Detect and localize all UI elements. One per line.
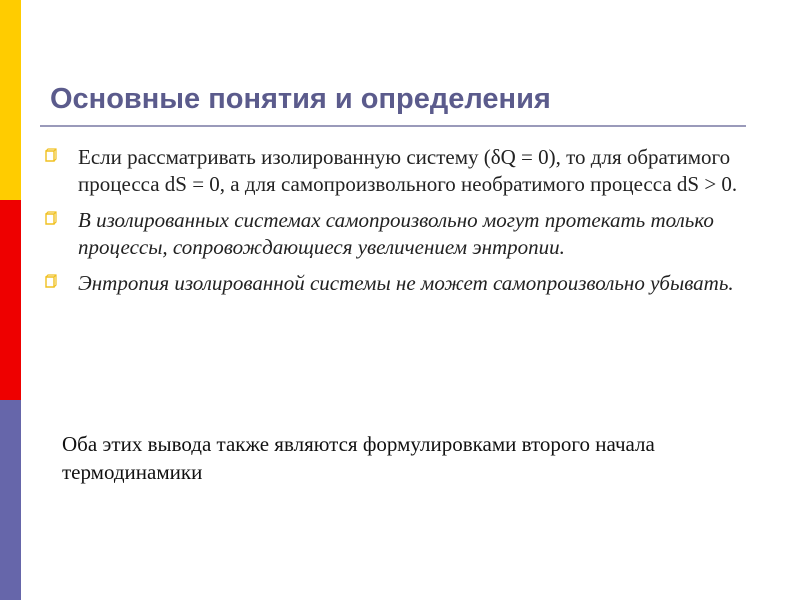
side-color-bar: [0, 0, 21, 600]
title-divider: [40, 125, 746, 127]
bullet-box-icon: [42, 274, 58, 290]
side-bar-yellow-segment: [0, 0, 21, 200]
slide-title: Основные понятия и определения: [50, 83, 551, 115]
side-bar-purple-segment: [0, 400, 21, 600]
bullet-box-icon: [42, 211, 58, 227]
conclusion-text: Оба этих вывода также являются формулировками второго начала термодинамики: [62, 432, 655, 484]
side-bar-red-segment: [0, 200, 21, 400]
bullet-text: В изолированных системах самопроизвольно могут протекать только процессы, сопровождающиеся увеличением энтропии.: [78, 208, 714, 259]
bullet-text: Если рассматривать изолированную систему (δQ = 0), то для обратимого процесса dS = 0, а для самопроизвольного необратимого процесса dS > 0.: [78, 145, 738, 196]
bullet-text: Энтропия изолированной системы не может самопроизвольно убывать.: [78, 271, 734, 295]
bullet-box-icon: [42, 148, 58, 164]
bullet-item: [42, 144, 742, 198]
bullet-item: [42, 270, 742, 297]
bullet-item: [42, 207, 742, 261]
bullet-list: [42, 144, 742, 306]
